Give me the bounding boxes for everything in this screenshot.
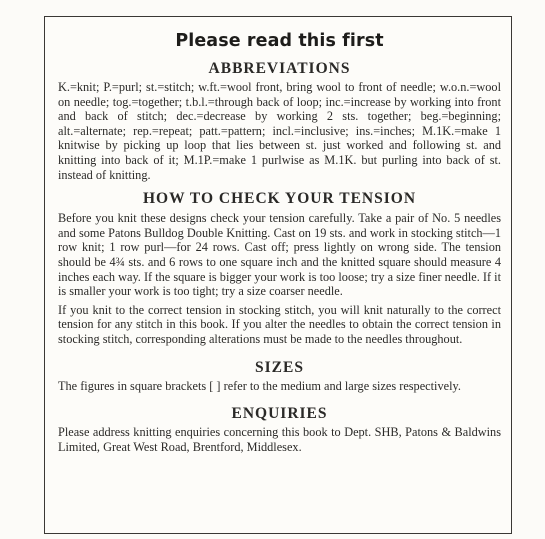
abbreviations-heading: ABBREVIATIONS bbox=[208, 60, 351, 77]
enquiries-text: Please address knitting enquiries concerning this book to Dept. SHB, Patons & Baldwins Limited, Great West Road, Brentford, Middlesex. bbox=[58, 425, 501, 454]
page-title: Please read this first bbox=[175, 31, 384, 51]
tension-paragraph-2: If you knit to the correct tension in stocking stitch, you will knit naturally to the correct tension for any stitch in this book. If you alter the needles to obtain the correct tension in stocking stitch, corresponding alterations must be made to the needles throughout. bbox=[58, 302, 501, 346]
panel-content bbox=[58, 30, 501, 454]
sizes-text: The figures in square brackets [ ] refer to the medium and large sizes respectively. bbox=[58, 378, 461, 393]
enquiries-heading: ENQUIRIES bbox=[231, 405, 328, 423]
sizes-heading: SIZES bbox=[255, 358, 304, 376]
tension-paragraph-1: Before you knit these designs check your tension carefully. Take a pair of No. 5 needles and some Patons Bulldog Double Knitting. Cast on 19 sts. and work in stocking stitch—1 row knit; 1 row purl—for 24 rows. Cast off; press lightly on wrong side. The tension should be 4¾ sts. and 6 rows to one square inch and the knitted square should measure 4 inches each way. If the square is bigger your work is too loose; try a size finer needle. If it is smaller your work is too tight; try a size coarser needle. bbox=[58, 211, 501, 299]
abbreviations-text: K.=knit; P.=purl; st.=stitch; w.ft.=wool front, bring wool to front of needle; w.o.n.=wool on needle; tog.=together; t.b.l.=through back of loop; inc.=increase by working into front and back of stitch; dec.=decrease by working 2 sts. together; beg.=beginning; alt.=alternate; rep.=repeat; patt.=pattern; incl.=inclusive; ins.=inches; M.1K.=make 1 knitwise by picking up loop that lies between st. just worked and following st. and knitting into back of it; M.1P.=make 1 purlwise as M.1K. but purling into back of st. instead of knitting. bbox=[58, 80, 501, 182]
tension-heading: HOW TO CHECK YOUR TENSION bbox=[142, 190, 417, 208]
